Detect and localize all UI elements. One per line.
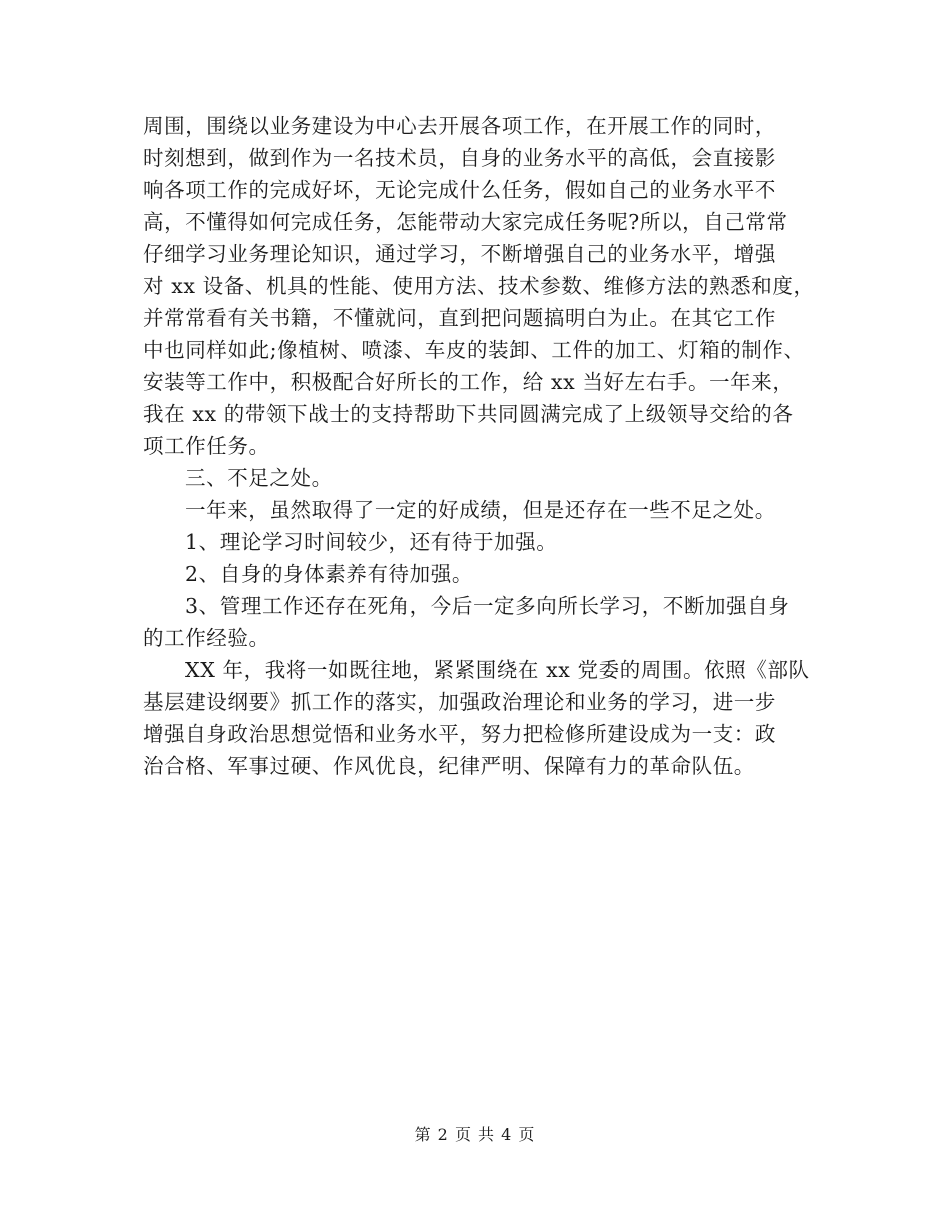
text-line: 对 xx 设备、机具的性能、使用方法、技术参数、维修方法的熟悉和度， bbox=[143, 274, 815, 298]
page-number: 第 2 页 共 4 页 bbox=[414, 1125, 536, 1144]
text-line: 治合格、军事过硬、作风优良，纪律严明、保障有力的革命队伍。 bbox=[143, 754, 755, 778]
text-line: 增强自身政治思想觉悟和业务水平，努力把检修所建设成为一支：政 bbox=[143, 722, 776, 746]
text-line: 高，不懂得如何完成任务，怎能带动大家完成任务呢?所以，自己常常 bbox=[143, 210, 788, 234]
list-item: 2、自身的身体素养有待加强。 bbox=[185, 562, 473, 586]
text-line: 周围，围绕以业务建设为中心去开展各项工作，在开展工作的同时， bbox=[143, 114, 776, 138]
text-line: 一年来，虽然取得了一定的好成绩，但是还存在一些不足之处。 bbox=[185, 498, 776, 522]
text-line: 时刻想到，做到作为一名技术员，自身的业务水平的高低，会直接影 bbox=[143, 146, 776, 170]
list-item: 1、理论学习时间较少，还有待于加强。 bbox=[185, 530, 558, 554]
text-line: 安装等工作中，积极配合好所长的工作，给 xx 当好左右手。一年来， bbox=[143, 370, 794, 394]
document-body bbox=[143, 110, 823, 782]
text-line: 基层建设纲要》抓工作的落实，加强政治理论和业务的学习，进一步 bbox=[143, 690, 776, 714]
text-line: XX 年，我将一如既往地，紧紧围绕在 xx 党委的周围。依照《部队 bbox=[185, 658, 810, 682]
text-line: 我在 xx 的带领下战士的支持帮助下共同圆满完成了上级领导交给的各 bbox=[143, 402, 794, 426]
text-line: 的工作经验。 bbox=[143, 626, 270, 650]
list-item: 3、管理工作还存在死角，今后一定多向所长学习，不断加强自身 bbox=[185, 594, 790, 618]
text-line: 响各项工作的完成好坏，无论完成什么任务，假如自己的业务水平不 bbox=[143, 178, 776, 202]
text-line: 中也同样如此;像植树、喷漆、车皮的装卸、工件的加工、灯箱的制作、 bbox=[143, 338, 805, 362]
text-line: 并常常看有关书籍，不懂就问，直到把问题搞明白为止。在其它工作 bbox=[143, 306, 776, 330]
text-line: 仔细学习业务理论知识，通过学习，不断增强自己的业务水平，增强 bbox=[143, 242, 776, 266]
section-heading: 三、不足之处。 bbox=[185, 466, 333, 490]
text-line: 项工作任务。 bbox=[143, 434, 270, 458]
